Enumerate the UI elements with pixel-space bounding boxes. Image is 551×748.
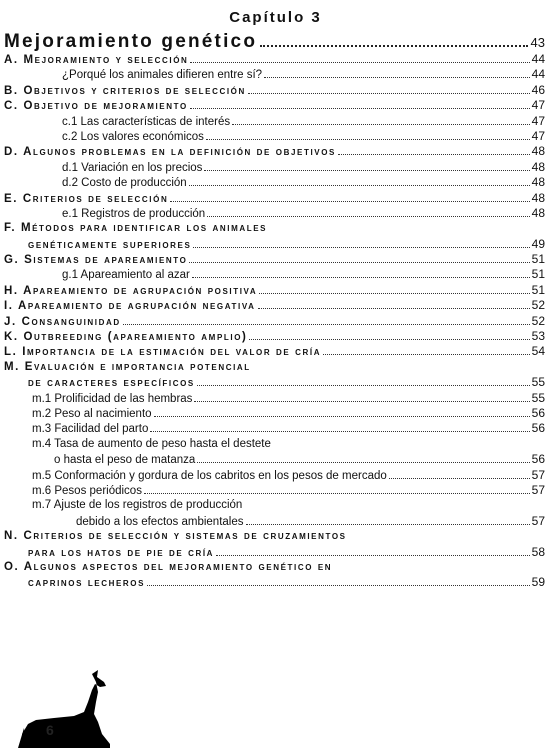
toc-subsection [4, 160, 545, 175]
toc-entry-label: ¿Porqué los animales difieren entre sí? [62, 69, 263, 82]
toc-entry-page: 55 [531, 375, 545, 390]
toc-subsection [4, 483, 545, 498]
leader-dots [123, 324, 530, 325]
leader-dots [338, 154, 530, 155]
leader-dots [170, 201, 529, 202]
leader-dots [216, 555, 530, 556]
leader-dots [259, 293, 529, 294]
toc-subsection [4, 114, 545, 129]
goat-icon [14, 668, 110, 748]
toc-subsection [4, 468, 545, 483]
toc-entry-page: 51 [531, 252, 545, 267]
toc-section [4, 529, 545, 544]
toc-section [4, 237, 545, 252]
main-title-page: 43 [530, 35, 545, 50]
toc-subsection [4, 452, 545, 467]
leader-dots [248, 93, 530, 94]
toc-subsection [4, 406, 545, 421]
toc-section [4, 329, 545, 344]
toc-subsection [4, 129, 545, 144]
toc-entry-page: 58 [531, 544, 545, 559]
leader-dots [207, 216, 529, 217]
toc-section [4, 545, 545, 560]
toc-section [4, 144, 545, 159]
chapter-heading: Capítulo 3 [229, 9, 322, 26]
leader-dots [189, 262, 529, 263]
leader-dots [249, 339, 529, 340]
toc-entry-page: 48 [531, 190, 545, 205]
toc-entry-page: 59 [531, 575, 545, 590]
toc-entry-label: C. Objetivo de mejoramiento [4, 100, 188, 113]
toc-section [4, 560, 545, 575]
leader-dots [150, 431, 529, 432]
toc-subsection [4, 498, 545, 513]
toc-section [4, 98, 545, 113]
toc-entry-page: 49 [531, 236, 545, 251]
leader-dots [197, 385, 530, 386]
toc-entry-label: m.6 Pesos periódicos [32, 484, 142, 497]
leader-dots [194, 401, 529, 402]
toc-section [4, 360, 545, 375]
toc-entry-label: caprinos lecheros [28, 577, 146, 590]
toc-section [4, 83, 545, 98]
toc-entry-label: L. Importancia de la estimación del valor de cría [4, 346, 322, 359]
toc-entry-page: 52 [531, 298, 545, 313]
toc-entry-label: c.2 Los valores económicos [62, 130, 204, 143]
toc-entry-label: J. Consanguinidad [4, 315, 121, 328]
toc-subsection [4, 175, 545, 190]
toc-entry-label: d.1 Variación en los precios [62, 161, 203, 174]
leader-dots [189, 185, 530, 186]
toc-entry-label: g.1 Apareamiento al azar [62, 269, 190, 282]
toc-subsection [4, 391, 545, 406]
toc-entry-page: 47 [531, 98, 545, 113]
main-title-row [4, 31, 545, 53]
toc-entry-label: A. Mejoramiento y selección [4, 54, 189, 66]
leader-dots [144, 493, 530, 494]
toc-section [4, 344, 545, 359]
leader-dots [192, 277, 530, 278]
toc-entry-label: m.4 Tasa de aumento de peso hasta el destete [32, 437, 271, 450]
toc-entry-page: 47 [531, 113, 545, 128]
toc-entry-label: K. Outbreeding (apareamiento amplio) [4, 331, 248, 344]
toc-section [4, 375, 545, 390]
toc-entry-label: M. Evaluación e importancia potencial [4, 360, 251, 373]
leader-dots [190, 62, 529, 63]
toc-entry-page: 56 [531, 405, 545, 420]
toc-entry-label: F. Métodos para identificar los animales [4, 222, 268, 235]
toc-entry-page: 48 [531, 205, 545, 220]
toc-entry-label: I. Apareamiento de agrupación negativa [4, 300, 256, 313]
toc-entry-page: 46 [531, 82, 545, 97]
toc-entry-label: m.2 Peso al nacimiento [32, 407, 152, 420]
leader-dots [197, 462, 529, 463]
toc-subsection [4, 206, 545, 221]
toc-entry-label: E. Criterios de selección [4, 192, 169, 205]
toc-subsection [4, 267, 545, 282]
toc-subsection [4, 514, 545, 529]
toc-entry-label: O. Algunos aspectos del mejoramiento genético en [4, 560, 333, 573]
toc-entry-page: 55 [531, 390, 545, 405]
toc-subsection [4, 421, 545, 436]
toc-section [4, 191, 545, 206]
toc-entry-page: 44 [531, 67, 545, 82]
leader-dots [264, 77, 530, 78]
toc-entry-page: 48 [531, 159, 545, 174]
toc-section [4, 314, 545, 329]
toc-section [4, 221, 545, 236]
toc-entry-page: 47 [531, 128, 545, 143]
leader-dots [190, 108, 530, 109]
toc-entry-label: d.2 Costo de producción [62, 177, 187, 190]
toc-section [4, 575, 545, 590]
toc-entry-label: m.1 Prolificidad de las hembras [32, 392, 193, 405]
toc-entry-label: G. Sistemas de apareamiento [4, 254, 188, 267]
toc-entry-page: 51 [531, 282, 545, 297]
leader-dots [147, 585, 530, 586]
toc-subsection [4, 437, 545, 452]
toc-entry-page: 56 [531, 421, 545, 436]
toc-entry-label: m.7 Ajuste de los registros de producción [32, 499, 243, 512]
toc-entry-page: 57 [531, 467, 545, 482]
toc-entry-page: 44 [531, 52, 545, 66]
toc-entry-label: e.1 Registros de producción [62, 207, 206, 220]
toc-section [4, 283, 545, 298]
toc-entry-label: genéticamente superiores [28, 238, 192, 251]
leader-dots [232, 124, 530, 125]
table-of-contents [4, 52, 545, 591]
toc-entry-page: 56 [531, 452, 545, 467]
toc-entry-label: B. Objetivos y criterios de selección [4, 84, 246, 97]
toc-entry-label: H. Apareamiento de agrupación positiva [4, 284, 258, 297]
leader-dots [206, 139, 530, 140]
toc-subsection [4, 67, 545, 82]
toc-entry-label: o hasta el peso de matanza [54, 454, 196, 467]
leader-dots [323, 354, 530, 355]
toc-entry-page: 48 [531, 175, 545, 190]
leader-dots [258, 308, 530, 309]
toc-entry-page: 57 [531, 482, 545, 497]
toc-entry-label: c.1 Las características de interés [62, 115, 231, 128]
toc-entry-page: 57 [531, 513, 545, 528]
toc-entry-label: debido a los efectos ambientales [76, 515, 244, 528]
toc-entry-page: 51 [531, 267, 545, 282]
toc-entry-label: N. Criterios de selección y sistemas de cruzamientos [4, 530, 347, 543]
toc-entry-label: m.5 Conformación y gordura de los cabritos en los pesos de mercado [32, 469, 387, 482]
toc-section [4, 252, 545, 267]
leader-dots [204, 170, 529, 171]
page-number: 6 [46, 722, 54, 738]
leader-dots [154, 416, 530, 417]
toc-entry-page: 54 [531, 344, 545, 359]
toc-entry-page: 52 [531, 313, 545, 328]
leader-dots [246, 524, 530, 525]
toc-entry-label: D. Algunos problemas en la definición de objetivos [4, 146, 336, 159]
toc-entry-label: m.3 Facilidad del parto [32, 423, 149, 436]
main-title: Mejoramiento genético [4, 31, 258, 52]
toc-entry-label: de caracteres específicos [28, 377, 195, 390]
leader-dots [260, 45, 527, 47]
toc-entry-label: para los hatos de pie de cría [28, 546, 215, 559]
toc-section [4, 298, 545, 313]
toc-entry-page: 48 [531, 144, 545, 159]
leader-dots [389, 478, 530, 479]
toc-section [4, 52, 545, 67]
toc-entry-page: 53 [531, 329, 545, 344]
leader-dots [193, 247, 529, 248]
